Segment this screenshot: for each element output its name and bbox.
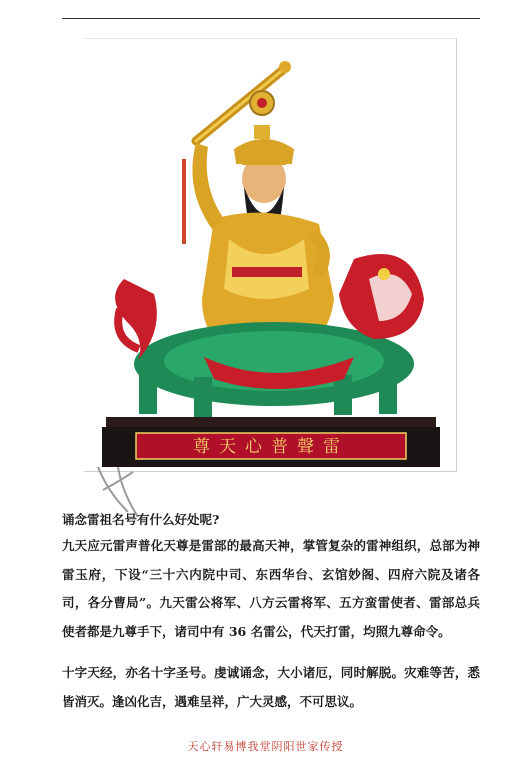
top-rule bbox=[62, 18, 480, 19]
paragraph-ten-character-scripture: 十字天经，亦名十字圣号。虔诚诵念，大小诸厄，同时解脱。灾难等苦，悉皆消灭。逢凶化吉，遇难呈祥，广大灵感，不可思议。 bbox=[62, 665, 480, 709]
footer-text: 天心轩易博我堂阴阳世家传授 bbox=[187, 740, 344, 753]
section-heading: 诵念雷祖名号有什么好处呢? bbox=[62, 512, 220, 527]
paragraph-leizu-description: 九天应元雷声普化天尊是雷部的最高天神，掌管复杂的雷神组织，总部为神雷玉府，下设“三十六内院中司、东西华台、玄馆妙阁、四府六院及诸各司，各分曹局”。九天雷公将军、八方云雷将军、五方蛮雷使者、雷部总兵使者都是九尊手下，诸司中有 36 名雷公，代天打雷，均照九尊命令。 bbox=[62, 538, 480, 639]
plaque-text: 尊天心普聲雷 bbox=[193, 437, 349, 457]
pedestal bbox=[102, 417, 440, 467]
deity-statue-image bbox=[84, 38, 457, 472]
